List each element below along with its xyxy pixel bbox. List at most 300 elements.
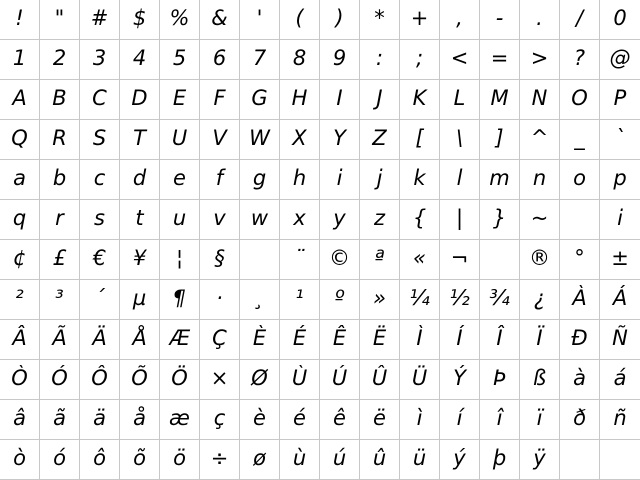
glyph-cell[interactable] [360, 280, 400, 320]
glyph-character: A [12, 86, 27, 110]
glyph-character: ¼ [409, 286, 430, 310]
glyph-cell[interactable] [480, 80, 520, 120]
glyph-cell[interactable] [520, 160, 560, 200]
glyph-character: Ã [52, 326, 67, 350]
glyph-cell[interactable] [200, 240, 240, 280]
glyph-cell[interactable] [400, 40, 440, 80]
glyph-character: è [253, 406, 266, 430]
glyph-character: Ï [536, 326, 543, 350]
glyph-cell[interactable] [400, 280, 440, 320]
glyph-character: r [55, 206, 64, 230]
glyph-character: ° [574, 246, 585, 270]
glyph-character: ; [415, 46, 424, 70]
glyph-character: h [292, 166, 307, 190]
glyph-cell[interactable] [320, 240, 360, 280]
glyph-character: + [410, 6, 429, 30]
glyph-character: / [575, 6, 584, 30]
glyph-cell[interactable] [200, 200, 240, 240]
glyph-cell[interactable] [80, 200, 120, 240]
glyph-character: \ [455, 126, 464, 150]
glyph-character: Ô [91, 366, 108, 390]
glyph-cell[interactable] [0, 280, 40, 320]
glyph-cell[interactable] [520, 120, 560, 160]
glyph-cell[interactable] [520, 280, 560, 320]
glyph-cell[interactable] [240, 40, 280, 80]
glyph-cell[interactable] [240, 200, 280, 240]
glyph-cell[interactable] [80, 400, 120, 440]
glyph-character: a [13, 166, 26, 190]
glyph-cell[interactable] [0, 80, 40, 120]
glyph-cell[interactable] [360, 120, 400, 160]
glyph-character: P [613, 86, 627, 110]
glyph-character: c [93, 166, 106, 190]
glyph-cell[interactable] [200, 440, 240, 480]
glyph-cell[interactable] [40, 40, 80, 80]
glyph-character: ó [53, 446, 66, 470]
glyph-cell[interactable] [600, 120, 640, 160]
glyph-cell[interactable] [200, 80, 240, 120]
glyph-cell[interactable] [240, 160, 280, 200]
glyph-character: î [496, 406, 503, 430]
glyph-character: p [613, 166, 627, 190]
glyph-cell[interactable] [520, 400, 560, 440]
glyph-character: · [216, 286, 223, 310]
glyph-cell[interactable] [600, 200, 640, 240]
glyph-cell[interactable] [120, 120, 160, 160]
glyph-cell[interactable] [480, 0, 520, 40]
glyph-cell[interactable] [120, 320, 160, 360]
glyph-cell[interactable] [440, 240, 480, 280]
glyph-cell[interactable] [40, 80, 80, 120]
glyph-cell[interactable] [240, 240, 280, 280]
glyph-character: Â [12, 326, 27, 350]
glyph-cell[interactable] [240, 360, 280, 400]
glyph-cell[interactable] [480, 400, 520, 440]
glyph-cell[interactable] [240, 320, 280, 360]
glyph-cell[interactable] [80, 0, 120, 40]
glyph-cell[interactable] [600, 320, 640, 360]
glyph-cell[interactable] [240, 120, 280, 160]
glyph-character: 0 [613, 6, 627, 30]
glyph-cell[interactable] [520, 200, 560, 240]
glyph-cell[interactable] [600, 240, 640, 280]
glyph-character: Ù [291, 366, 308, 390]
glyph-cell[interactable] [280, 280, 320, 320]
glyph-cell[interactable] [280, 40, 320, 80]
glyph-cell[interactable] [0, 360, 40, 400]
glyph-cell[interactable] [0, 400, 40, 440]
glyph-cell[interactable] [560, 280, 600, 320]
glyph-cell[interactable] [600, 360, 640, 400]
glyph-character: × [210, 366, 229, 390]
glyph-cell[interactable] [320, 80, 360, 120]
glyph-cell[interactable] [600, 280, 640, 320]
glyph-character: 9 [332, 46, 347, 70]
glyph-character: ´ [94, 286, 105, 310]
glyph-cell[interactable] [320, 360, 360, 400]
glyph-character: 5 [172, 46, 187, 70]
glyph-cell[interactable] [440, 80, 480, 120]
glyph-character: 6 [212, 46, 227, 70]
glyph-cell[interactable] [120, 280, 160, 320]
glyph-cell[interactable] [160, 320, 200, 360]
glyph-character: Z [372, 126, 387, 150]
glyph-cell[interactable] [120, 80, 160, 120]
glyph-cell[interactable] [160, 40, 200, 80]
glyph-character: ] [495, 126, 504, 150]
glyph-cell[interactable] [360, 160, 400, 200]
glyph-cell[interactable] [560, 400, 600, 440]
glyph-cell[interactable] [600, 440, 640, 480]
glyph-cell[interactable] [520, 40, 560, 80]
glyph-cell[interactable] [320, 280, 360, 320]
glyph-cell[interactable] [40, 320, 80, 360]
glyph-cell[interactable] [80, 320, 120, 360]
glyph-cell[interactable] [0, 0, 40, 40]
glyph-cell[interactable] [520, 360, 560, 400]
glyph-character: n [532, 166, 547, 190]
glyph-character: K [412, 86, 427, 110]
glyph-character: ¨ [294, 246, 305, 270]
glyph-character: º [334, 286, 345, 310]
glyph-character: Ó [51, 366, 68, 390]
glyph-cell[interactable] [440, 360, 480, 400]
glyph-cell[interactable] [200, 40, 240, 80]
glyph-character: U [171, 126, 188, 150]
glyph-cell[interactable] [480, 320, 520, 360]
glyph-cell[interactable] [600, 80, 640, 120]
glyph-character: ¥ [132, 246, 147, 270]
glyph-cell[interactable] [520, 320, 560, 360]
glyph-character: ! [15, 6, 24, 30]
glyph-cell[interactable] [560, 200, 600, 240]
glyph-character: I [336, 86, 343, 110]
glyph-character: 7 [252, 46, 267, 70]
glyph-character: § [214, 246, 225, 270]
glyph-character: [ [415, 126, 424, 150]
glyph-character: ½ [449, 286, 470, 310]
glyph-cell[interactable] [440, 120, 480, 160]
glyph-character: Ê [332, 326, 347, 350]
glyph-cell[interactable] [560, 0, 600, 40]
glyph-cell[interactable] [120, 240, 160, 280]
glyph-cell[interactable] [0, 200, 40, 240]
glyph-cell[interactable] [400, 440, 440, 480]
glyph-cell[interactable] [400, 400, 440, 440]
glyph-cell[interactable] [0, 40, 40, 80]
glyph-character: ï [536, 406, 543, 430]
glyph-character: B [52, 86, 67, 110]
glyph-character: f [215, 166, 224, 190]
glyph-character: þ [492, 446, 507, 470]
glyph-character: © [329, 246, 350, 270]
glyph-character: ù [292, 446, 307, 470]
glyph-character: v [213, 206, 226, 230]
glyph-character: g [252, 166, 267, 190]
glyph-cell[interactable] [120, 160, 160, 200]
glyph-character: T [133, 126, 146, 150]
glyph-cell[interactable] [360, 320, 400, 360]
glyph-character: d [132, 166, 147, 190]
glyph-cell[interactable] [560, 240, 600, 280]
glyph-cell[interactable] [40, 360, 80, 400]
glyph-cell[interactable] [40, 240, 80, 280]
glyph-cell[interactable] [360, 80, 400, 120]
glyph-character: i [336, 166, 343, 190]
glyph-cell[interactable] [0, 160, 40, 200]
glyph-cell[interactable] [440, 40, 480, 80]
glyph-cell[interactable] [560, 440, 600, 480]
glyph-cell[interactable] [80, 280, 120, 320]
glyph-character: ¿ [533, 286, 546, 310]
glyph-cell[interactable] [0, 240, 40, 280]
glyph-cell[interactable] [520, 240, 560, 280]
glyph-cell[interactable] [160, 200, 200, 240]
glyph-character: | [455, 206, 464, 230]
glyph-cell[interactable] [160, 360, 200, 400]
glyph-cell[interactable] [240, 440, 280, 480]
glyph-character: @ [609, 46, 631, 70]
glyph-character: Ð [571, 326, 588, 350]
glyph-character: ò [13, 446, 26, 470]
glyph-cell[interactable] [0, 440, 40, 480]
glyph-character: æ [169, 406, 190, 430]
glyph-cell[interactable] [320, 160, 360, 200]
glyph-cell[interactable] [240, 280, 280, 320]
glyph-character: J [376, 86, 383, 110]
glyph-cell[interactable] [440, 160, 480, 200]
glyph-cell[interactable] [280, 240, 320, 280]
glyph-character: ( [295, 6, 304, 30]
glyph-cell[interactable] [160, 400, 200, 440]
glyph-cell[interactable] [120, 440, 160, 480]
glyph-cell[interactable] [360, 40, 400, 80]
glyph-character: £ [52, 246, 67, 270]
glyph-character: € [92, 246, 107, 270]
glyph-cell[interactable] [80, 160, 120, 200]
glyph-cell[interactable] [200, 160, 240, 200]
glyph-character: t [135, 206, 144, 230]
glyph-cell[interactable] [560, 120, 600, 160]
glyph-cell[interactable] [200, 400, 240, 440]
glyph-cell[interactable] [520, 80, 560, 120]
glyph-character: ã [53, 406, 66, 430]
glyph-cell[interactable] [40, 440, 80, 480]
glyph-cell[interactable] [280, 120, 320, 160]
glyph-cell[interactable] [280, 320, 320, 360]
glyph-cell[interactable] [160, 240, 200, 280]
glyph-cell[interactable] [320, 320, 360, 360]
glyph-cell[interactable] [360, 200, 400, 240]
glyph-character: É [292, 326, 307, 350]
glyph-cell[interactable] [360, 0, 400, 40]
glyph-cell[interactable] [480, 40, 520, 80]
glyph-character: » [373, 286, 386, 310]
glyph-character: ^ [530, 126, 549, 150]
glyph-character: í [456, 406, 463, 430]
glyph-cell[interactable] [400, 320, 440, 360]
glyph-character: H [291, 86, 308, 110]
glyph-cell[interactable] [200, 320, 240, 360]
glyph-cell[interactable] [600, 160, 640, 200]
glyph-cell[interactable] [480, 200, 520, 240]
glyph-character: j [376, 166, 383, 190]
glyph-cell[interactable] [480, 240, 520, 280]
glyph-character: 8 [292, 46, 307, 70]
glyph-character: o [573, 166, 586, 190]
glyph-character: Þ [493, 366, 506, 390]
glyph-cell[interactable] [40, 400, 80, 440]
glyph-cell[interactable] [480, 120, 520, 160]
glyph-cell[interactable] [320, 440, 360, 480]
glyph-character: Å [132, 326, 147, 350]
glyph-character: Ö [171, 366, 188, 390]
glyph-cell[interactable] [440, 280, 480, 320]
glyph-cell[interactable] [40, 160, 80, 200]
glyph-cell[interactable] [480, 360, 520, 400]
glyph-character: À [572, 286, 587, 310]
glyph-cell[interactable] [320, 400, 360, 440]
glyph-character: , [456, 6, 463, 30]
glyph-cell[interactable] [280, 440, 320, 480]
glyph-cell[interactable] [400, 240, 440, 280]
glyph-character: ~ [530, 206, 549, 230]
glyph-cell[interactable] [240, 80, 280, 120]
glyph-character: Ç [212, 326, 227, 350]
glyph-cell[interactable] [120, 0, 160, 40]
glyph-cell[interactable] [320, 200, 360, 240]
glyph-cell[interactable] [480, 440, 520, 480]
glyph-cell[interactable] [400, 120, 440, 160]
glyph-cell[interactable] [440, 400, 480, 440]
glyph-character: ¶ [172, 286, 187, 310]
glyph-cell[interactable] [320, 0, 360, 40]
glyph-cell[interactable] [440, 200, 480, 240]
glyph-cell[interactable] [280, 200, 320, 240]
glyph-cell[interactable] [280, 360, 320, 400]
glyph-character: C [92, 86, 107, 110]
glyph-cell[interactable] [200, 280, 240, 320]
glyph-character: ² [15, 286, 24, 310]
glyph-cell[interactable] [200, 0, 240, 40]
glyph-cell[interactable] [360, 240, 400, 280]
glyph-cell[interactable] [360, 400, 400, 440]
glyph-cell[interactable] [160, 80, 200, 120]
glyph-cell[interactable] [360, 360, 400, 400]
glyph-cell[interactable] [120, 360, 160, 400]
glyph-cell[interactable] [520, 440, 560, 480]
glyph-cell[interactable] [480, 160, 520, 200]
glyph-cell[interactable] [80, 40, 120, 80]
glyph-cell[interactable] [400, 80, 440, 120]
glyph-cell[interactable] [600, 400, 640, 440]
glyph-cell[interactable] [160, 280, 200, 320]
glyph-cell[interactable] [400, 160, 440, 200]
glyph-character: ¢ [12, 246, 27, 270]
glyph-cell[interactable] [280, 400, 320, 440]
glyph-character: Õ [131, 366, 148, 390]
glyph-cell[interactable] [280, 160, 320, 200]
glyph-cell[interactable] [0, 320, 40, 360]
glyph-cell[interactable] [320, 120, 360, 160]
glyph-cell[interactable] [40, 280, 80, 320]
glyph-cell[interactable] [240, 400, 280, 440]
glyph-cell[interactable] [80, 440, 120, 480]
glyph-cell[interactable] [40, 200, 80, 240]
glyph-character: 4 [132, 46, 147, 70]
glyph-cell[interactable] [240, 0, 280, 40]
glyph-character: b [52, 166, 67, 190]
glyph-cell[interactable] [320, 40, 360, 80]
glyph-cell[interactable] [120, 200, 160, 240]
glyph-character: õ [133, 446, 146, 470]
glyph-cell[interactable] [80, 360, 120, 400]
glyph-character: N [531, 86, 548, 110]
glyph-character: Ì [416, 326, 423, 350]
glyph-character: ) [335, 6, 344, 30]
glyph-cell[interactable] [40, 120, 80, 160]
glyph-character: M [490, 86, 509, 110]
glyph-cell[interactable] [400, 200, 440, 240]
glyph-cell[interactable] [560, 160, 600, 200]
glyph-character: { [412, 206, 427, 230]
glyph-cell[interactable] [280, 0, 320, 40]
glyph-cell[interactable] [560, 360, 600, 400]
glyph-cell[interactable] [200, 120, 240, 160]
glyph-cell[interactable] [360, 440, 400, 480]
glyph-character: Í [456, 326, 463, 350]
glyph-cell[interactable] [80, 120, 120, 160]
glyph-cell[interactable] [0, 120, 40, 160]
glyph-cell[interactable] [440, 0, 480, 40]
glyph-character: $ [132, 6, 147, 30]
glyph-cell[interactable] [400, 360, 440, 400]
glyph-character: z [373, 206, 386, 230]
glyph-character: q [12, 206, 27, 230]
glyph-cell[interactable] [440, 320, 480, 360]
glyph-cell[interactable] [280, 80, 320, 120]
glyph-cell[interactable] [120, 40, 160, 80]
glyph-character: . [536, 6, 543, 30]
glyph-cell[interactable] [560, 320, 600, 360]
glyph-cell[interactable] [160, 120, 200, 160]
glyph-character: µ [132, 286, 147, 310]
glyph-character: ³ [55, 286, 64, 310]
glyph-cell[interactable] [160, 0, 200, 40]
glyph-character: = [490, 46, 509, 70]
glyph-cell[interactable] [400, 0, 440, 40]
glyph-character: ë [373, 406, 386, 430]
glyph-cell[interactable] [560, 80, 600, 120]
glyph-character: û [372, 446, 387, 470]
glyph-character: # [90, 6, 109, 30]
glyph-cell[interactable] [520, 0, 560, 40]
glyph-cell[interactable] [120, 400, 160, 440]
glyph-cell[interactable] [160, 440, 200, 480]
glyph-cell[interactable] [600, 40, 640, 80]
glyph-cell[interactable] [40, 0, 80, 40]
glyph-cell[interactable] [560, 40, 600, 80]
glyph-cell[interactable] [80, 80, 120, 120]
glyph-cell[interactable] [80, 240, 120, 280]
glyph-cell[interactable] [160, 160, 200, 200]
glyph-character: á [613, 366, 627, 390]
glyph-character: ê [333, 406, 346, 430]
glyph-cell[interactable] [440, 440, 480, 480]
glyph-cell[interactable] [600, 0, 640, 40]
glyph-cell[interactable] [200, 360, 240, 400]
glyph-cell[interactable] [480, 280, 520, 320]
